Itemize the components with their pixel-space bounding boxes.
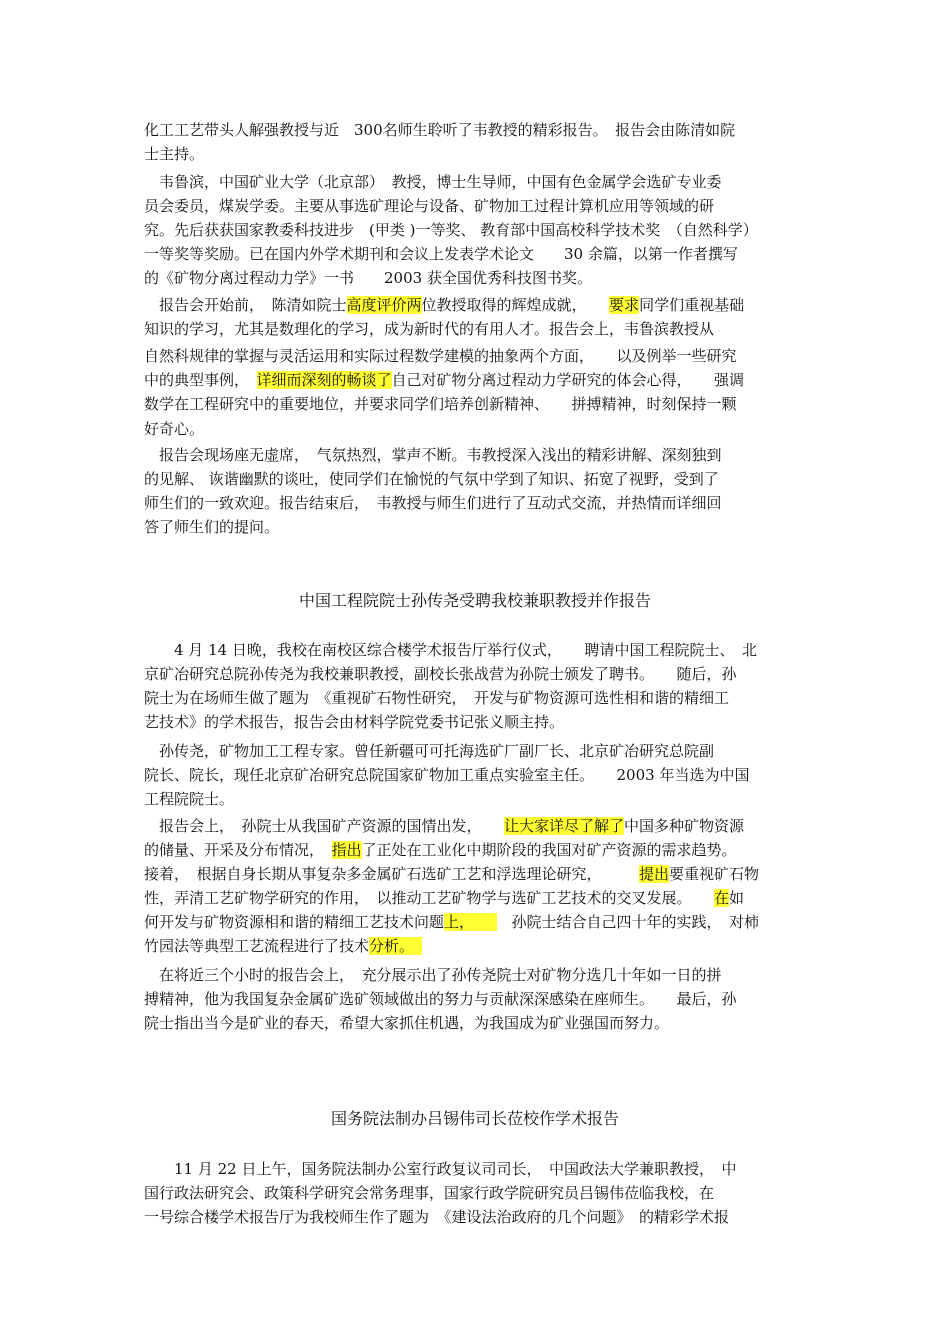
text-line [144,839,824,861]
text-line [144,171,824,193]
highlighted-text: 让大家详尽了解了 [504,817,625,835]
text-line [144,219,824,241]
text-segment: 京矿冶研究总院孙传尧为我校兼职教授，副校长张战营为孙院士颁发了聘书。 随后，孙 [144,665,737,683]
text-segment: 搏精神，他为我国复杂金属矿选矿领域做出的努力与贡献深深感染在座师生。 最后，孙 [144,990,737,1008]
text-segment: 自己对矿物分离过程动力学研究的体会心得， 强调 [391,371,745,389]
text-segment: 要重视矿石物 [669,865,760,883]
text-segment: 性，弄清工艺矿物学研究的作用， 以推动工艺矿物学与选矿工艺技术的交叉发展。 [144,889,715,907]
highlighted-text: 在 [714,889,730,907]
text-line [144,1182,824,1204]
text-line [144,863,824,885]
text-segment: 院长、院长，现任北京矿冶研究总院国家矿物加工重点实验室主任。 2003 年当选为中国 [144,766,750,784]
highlighted-text: 分析。 [369,937,422,955]
text-segment: 孙院士结合自己四十年的实践， 对柿 [496,913,760,931]
article-title-2: 中国工程院院士孙传尧受聘我校兼职教授并作报告 [298,591,651,610]
text-line [144,267,824,289]
text-segment: 答了师生们的提问。 [144,518,280,536]
text-segment: 工程院院士。 [144,790,235,808]
text-segment: 士主持。 [144,145,205,163]
text-line [144,911,824,933]
text-segment: 同学们重视基础 [639,296,745,314]
text-line [144,119,824,141]
text-line [144,418,824,440]
text-segment: 一等奖等奖励。已在国内外学术期刊和会议上发表学术论文 30 余篇，以第一作者撰写 [144,245,738,263]
text-segment: 韦鲁滨，中国矿业大学（北京部） 教授，博士生导师，中国有色金属学会选矿专业委 [144,173,722,191]
text-line [144,1012,824,1034]
text-line [144,935,824,957]
highlighted-text: 上， [444,913,497,931]
text-line [144,393,824,415]
text-segment: 报告会开始前， 陈清如院士 [144,296,347,314]
text-segment: 报告会上， 孙院士从我国矿产资源的国情出发， [144,817,505,835]
text-line [144,318,824,340]
text-segment: 的见解、 诙谐幽默的谈吐，使同学们在愉悦的气氛中学到了知识、拓宽了视野，受到了 [144,470,719,488]
highlighted-text: 要求 [609,296,640,314]
text-segment: 数学在工程研究中的重要地位，并要求同学们培养创新精神、 拼搏精神，时刻保持一颗 [144,395,737,413]
text-line [144,687,824,709]
text-segment: 国行政法研究会、政策科学研究会常务理事，国家行政学院研究员吕锡伟莅临我校，在 [144,1184,715,1202]
text-segment: 接着， 根据自身长期从事复杂多金属矿石选矿工艺和浮选理论研究， [144,865,640,883]
text-segment: 孙传尧，矿物加工工程专家。曾任新疆可可托海选矿厂副厂长、北京矿冶研究总院副 [144,742,715,760]
text-line [144,369,824,391]
text-line [144,764,824,786]
text-segment: 知识的学习，尤其是数理化的学习，成为新时代的有用人才。报告会上，韦鲁滨教授从 [144,320,715,338]
text-line [144,788,824,810]
text-line [144,887,824,909]
text-segment: 化工工艺带头人解强教授与近 300名师生聆听了韦教授的精彩报告。 报告会由陈清如院 [144,121,736,139]
text-segment: 究。先后获获国家教委科技进步 (甲类 )一等奖、 教育部中国高校科学技术奖 （自然科学） [144,221,758,239]
text-line [144,711,824,733]
highlighted-text: 指出 [331,841,362,859]
text-line [144,1206,824,1228]
text-line [144,964,824,986]
text-segment: 艺技术》的学术报告，报告会由材料学院党委书记张义顺主持。 [144,713,565,731]
highlighted-text: 高度评价两 [346,296,422,314]
text-line [144,468,824,490]
text-segment: 了正处在工业化中期阶段的我国对矿产资源的需求趋势。 [361,841,737,859]
text-segment: 11 月 22 日上午，国务院法制办公室行政复议司司长， 中国政法大学兼职教授， 中 [144,1160,737,1178]
text-segment: 报告会现场座无虚席， 气氛热烈，掌声不断。韦教授深入浅出的精彩讲解、深刻独到 [144,446,722,464]
text-segment: 院士指出当今是矿业的春天，希望大家抓住机遇，为我国成为矿业强国而努力。 [144,1014,670,1032]
text-line [144,639,824,661]
text-segment: 的储量、开采及分布情况， [144,841,332,859]
text-line [144,345,824,367]
text-line [144,663,824,685]
highlighted-text: 提出 [639,865,670,883]
text-segment: 4 月 14 日晚，我校在南校区综合楼学术报告厅举行仪式， 聘请中国工程院院士、 北 [144,641,757,659]
text-line [144,988,824,1010]
text-segment: 何开发与矿物资源相和谐的精细工艺技术问题 [144,913,445,931]
article-title-3: 国务院法制办吕锡伟司长莅校作学术报告 [330,1109,619,1128]
text-segment: 如 [729,889,745,907]
text-line [144,740,824,762]
text-line [144,243,824,265]
text-line [144,516,824,538]
text-segment: 的《矿物分离过程动力学》一书 2003 获全国优秀科技图书奖。 [144,269,592,287]
text-segment: 好奇心。 [144,420,205,438]
highlighted-text: 详细而深刻的畅谈了 [256,371,392,389]
text-segment: 员会委员，煤炭学委。主要从事选矿理论与设备、矿物加工过程计算机应用等领域的研 [144,197,715,215]
text-segment: 中的典型事例， [144,371,257,389]
text-segment: 师生们的一致欢迎。报告结束后， 韦教授与师生们进行了互动式交流，并热情而详细回 [144,494,722,512]
text-line [144,815,824,837]
text-segment: 竹园法等典型工艺流程进行了技术 [144,937,370,955]
text-segment: 中国多种矿物资源 [624,817,745,835]
text-segment: 在将近三个小时的报告会上， 充分展示出了孙传尧院士对矿物分选几十年如一日的拼 [144,966,722,984]
text-segment: 自然科规律的掌握与灵活运用和实际过程数学建模的抽象两个方面， 以及例举一些研究 [144,347,737,365]
text-line [144,444,824,466]
text-line [144,195,824,217]
text-line [144,143,824,165]
text-line [144,294,824,316]
text-segment: 位教授取得的辉煌成就， [421,296,610,314]
text-line [144,1158,824,1180]
text-line [144,492,824,514]
text-segment: 院士为在场师生做了题为 《重视矿石物性研究， 开发与矿物资源可选性相和谐的精细工 [144,689,730,707]
text-segment: 一号综合楼学术报告厅为我校师生作了题为 《建设法治政府的几个问题》 的精彩学术报 [144,1208,730,1226]
